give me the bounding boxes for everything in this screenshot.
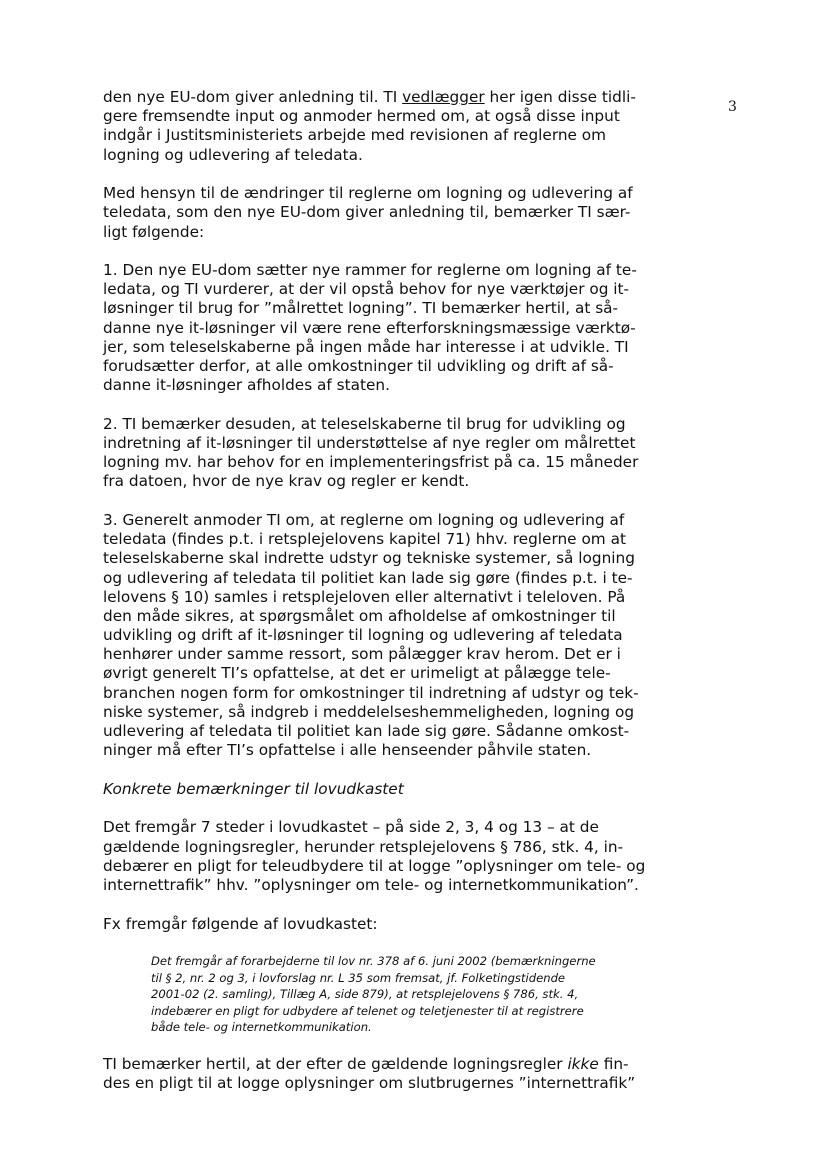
text-line: teledata (findes p.t. i retsplejelovens kapitel 71) hhv. reglerne om at [103,530,626,549]
text-span: TI bemærker hertil, at der efter de gældende logningsregler [103,1055,568,1074]
text-line: 1. Den nye EU-dom sætter nye rammer for reglerne om logning af te- [103,261,637,280]
underlined-word: vedlægger [402,88,485,106]
text-line: 2. TI bemærker desuden, at teleselskaberne til brug for udvikling og [103,414,626,433]
text-line: Det fremgår 7 steder i lovudkastet – på side 2, 3, 4 og 13 – at de [103,818,599,837]
text-line: teleselskaberne skal indrette udstyr og tekniske systemer, så logning [103,549,635,568]
quote-line: indebærer en pligt for udbydere af telenet og teletjenester til at registrere [151,1003,584,1018]
text-line: og udlevering af teledata til politiet kan lade sig gøre (findes p.t. i te- [103,568,633,587]
quote-line: til § 2, nr. 2 og 3, i lovforslag nr. L 35 som fremsat, jf. Folketingstidende [151,970,566,985]
text-line: forudsætter derfor, at alle omkostninger til udvikling og drift af så- [103,357,614,376]
text-line: indgår i Justitsministeriets arbejde med revisionen af reglerne om [103,126,607,145]
text-line [103,1055,648,1074]
text-line: logning mv. har behov for en implementeringsfrist på ca. 15 måneder [103,453,639,472]
text-line: niske systemer, så indgreb i meddelelseshemmeligheden, logning og [103,702,635,721]
text-line: danne it-løsninger afholdes af staten. [103,376,390,395]
text-line: fra datoen, hvor de nye krav og regler er kendt. [103,472,470,491]
paragraph-law-draft [103,818,648,895]
quote-line: 2001-02 (2. samling), Tillæg A, side 879), at retsplejelovens § 786, stk. 4, [151,987,579,1002]
document-body [103,88,648,1113]
text-line: branchen nogen form for omkostninger til indretning af udstyr og tek- [103,683,639,702]
text-line: Fx fremgår følgende af lovudkastet: [103,914,378,933]
text-line: 3. Generelt anmoder TI om, at reglerne om logning og udlevering af [103,510,625,529]
paragraph-point-3 [103,511,648,760]
paragraph-ti-remark [103,1055,648,1093]
paragraph-point-2 [103,415,648,492]
text-line: løsninger til brug for ”målrettet logning”. TI bemærker hertil, at så- [103,299,619,318]
text-line: indretning af it-løsninger til understøttelse af nye regler om målrettet [103,433,636,452]
text-line: henhører under samme ressort, som pålægger krav herom. Det er i [103,645,621,664]
text-line: debærer en pligt for teleudbydere til at logge ”oplysninger om tele- og [103,856,646,875]
quote-line: Det fremgår af forarbejderne til lov nr. 378 af 6. juni 2002 (bemærkningerne [151,954,596,969]
block-quote [151,953,648,1036]
text-line: danne nye it-løsninger vil være rene efterforskningsmæssige værktø- [103,318,636,337]
text-line: udvikling og drift af it-løsninger til logning og udlevering af teledata [103,626,623,645]
page-number: 3 [728,99,737,115]
text-span: her igen disse tidli- [484,88,636,106]
text-line: des en pligt til at logge oplysninger om slutbrugernes ”internettrafik” [103,1074,636,1093]
text-span: fin- [598,1055,629,1074]
paragraph-remarks-intro [103,184,648,242]
text-line: ligt følgende: [103,222,205,241]
text-line: teledata, som den nye EU-dom giver anledning til, bemærker TI sær- [103,203,631,222]
text-line: Med hensyn til de ændringer til reglerne om logning og udlevering af [103,184,633,203]
paragraph-intro [103,88,648,165]
text-line: lelovens § 10) samles i retsplejeloven eller alternativt i teleloven. På [103,587,626,606]
quote-line: både tele- og internetkommunikation. [151,1020,372,1035]
text-line: ninger må efter TI’s opfattelse i alle henseender påhvile staten. [103,741,592,760]
text-line [103,88,648,107]
text-line: den måde sikres, at spørgsmålet om afholdelse af omkostninger til [103,606,616,625]
text-span: den nye EU-dom giver anledning til. TI [103,88,403,106]
paragraph-point-1 [103,261,648,395]
text-line: udlevering af teledata til politiet kan lade sig gøre. Sådanne omkost- [103,722,630,740]
text-line: gældende logningsregler, herunder retsplejelovens § 786, stk. 4, in- [103,837,624,856]
text-line: øvrigt generelt TI’s opfattelse, at det er urimeligt at pålægge tele- [103,664,611,683]
section-heading: Konkrete bemærkninger til lovudkastet [103,779,404,798]
text-line: logning og udlevering af teledata. [103,145,363,164]
text-line: gere fremsendte input og anmoder hermed om, at også disse input [103,107,620,126]
text-line: jer, som teleselskaberne på ingen måde har interesse i at udvikle. TI [103,337,629,356]
paragraph-example-intro [103,915,648,934]
text-line: internettrafik” hhv. ”oplysninger om tele- og internetkommunikation”. [103,875,639,894]
text-line: ledata, og TI vurderer, at der vil opstå behov for nye værktøjer og it- [103,280,630,299]
italic-word: ikke [567,1055,599,1074]
